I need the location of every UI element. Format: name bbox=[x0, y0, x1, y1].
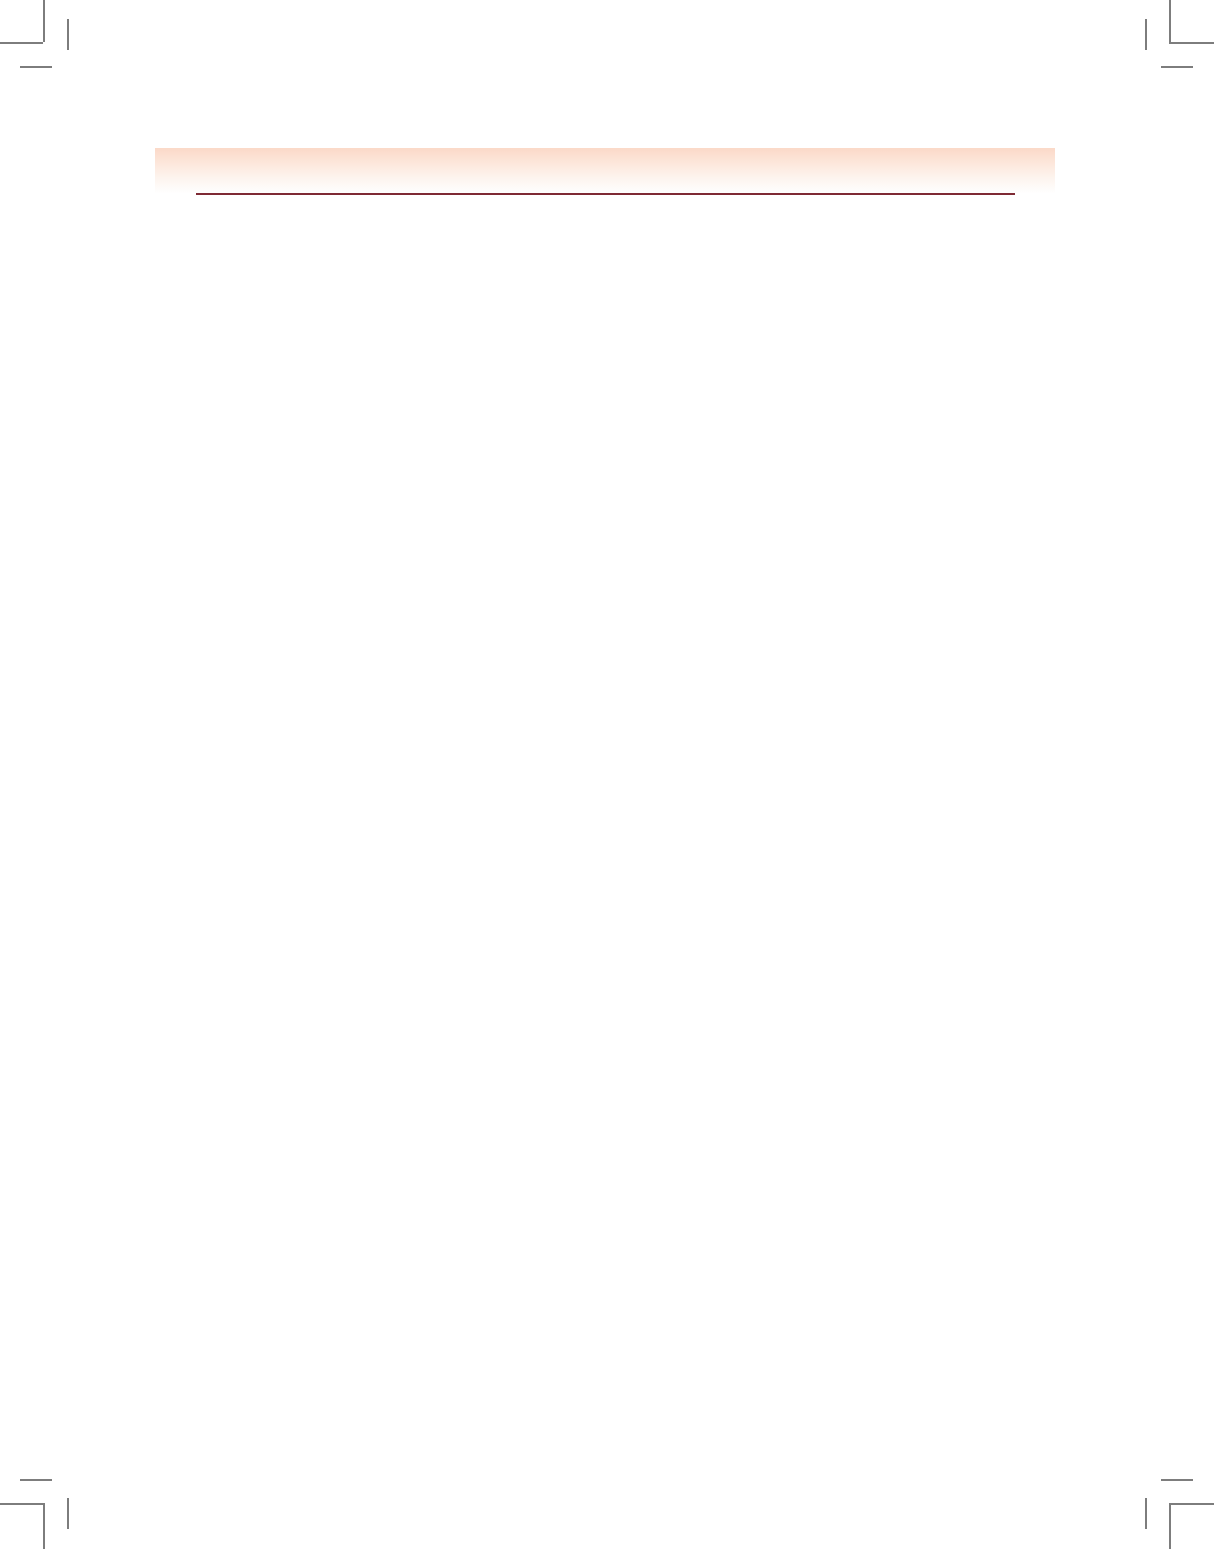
crop-mark-bottom-right-horizontal bbox=[1169, 1503, 1214, 1505]
crop-mark-top-right-horizontal bbox=[1169, 42, 1214, 44]
crop-mark-top-left-vertical bbox=[43, 0, 45, 42]
bleed-mark-bottom-left-horizontal bbox=[20, 1479, 52, 1481]
bleed-mark-top-right-vertical bbox=[1145, 19, 1147, 50]
bleed-mark-bottom-left-vertical bbox=[67, 1498, 69, 1529]
bleed-mark-top-left-vertical bbox=[67, 19, 69, 50]
header-divider-rule bbox=[196, 193, 1015, 195]
running-header bbox=[155, 148, 1055, 194]
crop-mark-bottom-right-vertical bbox=[1169, 1503, 1171, 1549]
bleed-mark-top-left-horizontal bbox=[20, 66, 52, 68]
crop-mark-top-right-vertical bbox=[1169, 0, 1171, 42]
crop-mark-top-left-horizontal bbox=[0, 42, 43, 44]
bleed-mark-bottom-right-horizontal bbox=[1161, 1479, 1193, 1481]
bleed-mark-top-right-horizontal bbox=[1161, 66, 1193, 68]
crop-mark-bottom-left-horizontal bbox=[0, 1503, 43, 1505]
crop-mark-bottom-left-vertical bbox=[43, 1503, 45, 1549]
bleed-mark-bottom-right-vertical bbox=[1145, 1498, 1147, 1529]
